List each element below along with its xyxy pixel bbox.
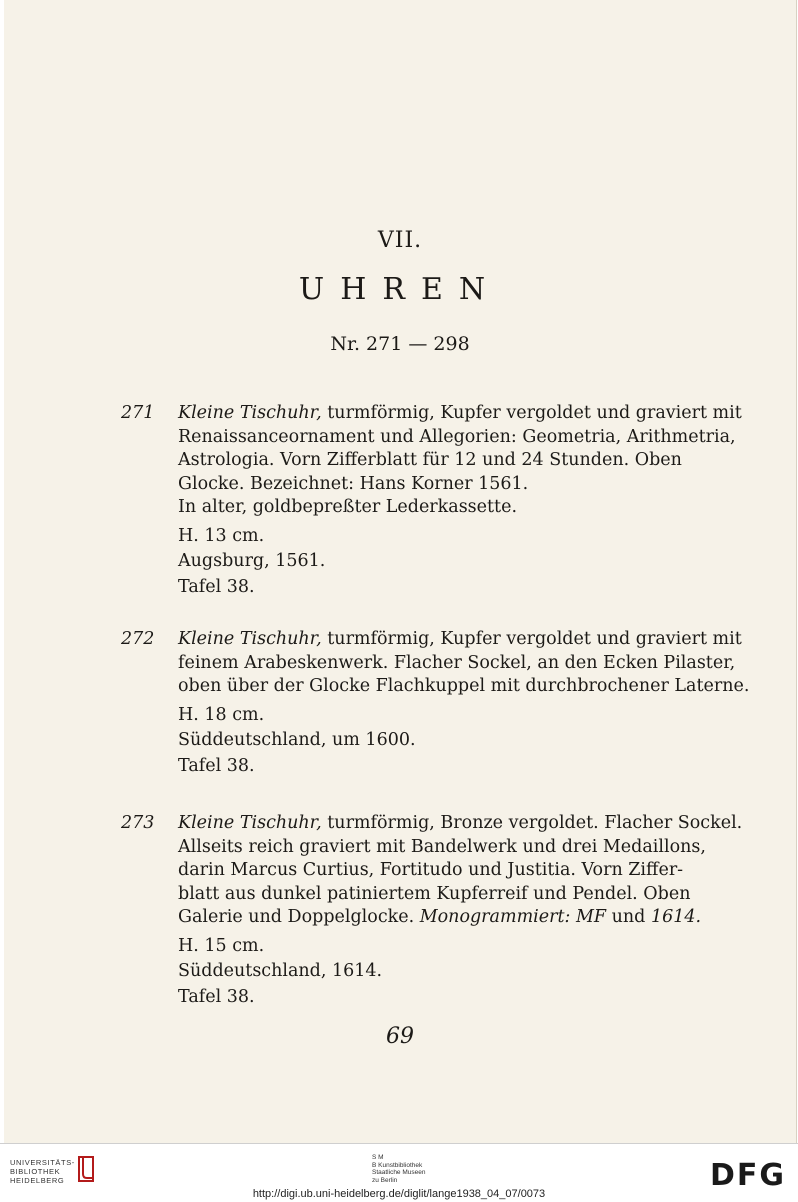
entry-height: H. 18 cm. — [178, 704, 265, 725]
entry-name: Kleine Tischuhr, — [178, 629, 322, 649]
entry-line: darin Marcus Curtius, Fortitudo und Justitia. Vorn Ziffer- — [178, 860, 684, 880]
entry-origin: Augsburg, 1561. — [178, 551, 326, 571]
page-number: 69 — [386, 1024, 414, 1049]
entry-origin: Süddeutschland, um 1600. — [178, 730, 416, 750]
entry-line: Kleine Tischuhr, turmförmig, Kupfer vergoldet und graviert mit — [178, 403, 742, 423]
entry-line: Glocke. Bezeichnet: Hans Korner 1561. — [178, 473, 529, 494]
entry-line: feinem Arabeskenwerk. Flacher Sockel, an den Ecken Pilaster, — [178, 652, 736, 673]
library-name: UNIVERSITÄTS- BIBLIOTHEK HEIDELBERG — [10, 1158, 75, 1185]
entry-height: H. 15 cm. — [178, 935, 265, 956]
permalink[interactable]: http://digi.ub.uni-heidelberg.de/diglit/lange1938_04_07/0073 — [252, 1188, 546, 1200]
entry-plate: Tafel 38. — [178, 986, 255, 1007]
document-page — [4, 0, 797, 1143]
catalog-entry — [121, 812, 743, 1009]
catalog-entry — [121, 628, 750, 778]
entry-line: blatt aus dunkel patiniertem Kupferreif und Pendel. Oben — [178, 883, 691, 904]
entry-line: Renaissanceornament und Allegorien: Geometria, Arithmetria, — [178, 426, 736, 447]
entry-origin: Süddeutschland, 1614. — [178, 961, 383, 981]
entry-line: Kleine Tischuhr, turmförmig, Bronze vergoldet. Flacher Sockel. — [178, 813, 743, 833]
entry-line: In alter, goldbepreßter Lederkassette. — [178, 497, 518, 517]
entry-number: 271 — [121, 403, 155, 423]
museum-credit: S M B Kunstbibliothek Staatliche Museen zu Berlin — [372, 1154, 426, 1184]
entry-plate: Tafel 38. — [178, 755, 255, 776]
entry-signature-year: 1614. — [650, 907, 702, 927]
chapter-number: VII. — [377, 228, 423, 253]
entry-body — [178, 628, 750, 778]
section-title: UHREN — [298, 272, 502, 307]
entry-number: 273 — [121, 813, 155, 833]
dfg-logo: DFG — [709, 1158, 786, 1193]
viewer-footer — [0, 1143, 798, 1202]
entry-line: Astrologia. Vorn Zifferblatt für 12 und 24 Stunden. Oben — [178, 450, 682, 470]
library-logo-icon — [76, 1154, 96, 1184]
entry-line: Allseits reich graviert mit Bandelwerk und drei Medaillons, — [178, 836, 706, 857]
entry-line: Galerie und Doppelglocke. Monogrammiert: MF und 1614. — [178, 907, 702, 927]
catalog-entry — [121, 402, 742, 599]
item-range: Nr. 271 — 298 — [330, 333, 470, 355]
entry-name: Kleine Tischuhr, — [178, 403, 322, 423]
entry-height: H. 13 cm. — [178, 525, 265, 546]
entry-number: 272 — [121, 629, 155, 649]
entry-line: oben über der Glocke Flachkuppel mit durchbrochener Laterne. — [178, 676, 750, 696]
entry-line: Kleine Tischuhr, turmförmig, Kupfer vergoldet und graviert mit — [178, 629, 742, 649]
entry-body — [178, 402, 742, 599]
entry-body — [178, 812, 743, 1009]
entry-name: Kleine Tischuhr, — [178, 813, 322, 833]
entry-plate: Tafel 38. — [178, 576, 255, 597]
entry-signature: Monogrammiert: MF — [419, 907, 607, 927]
